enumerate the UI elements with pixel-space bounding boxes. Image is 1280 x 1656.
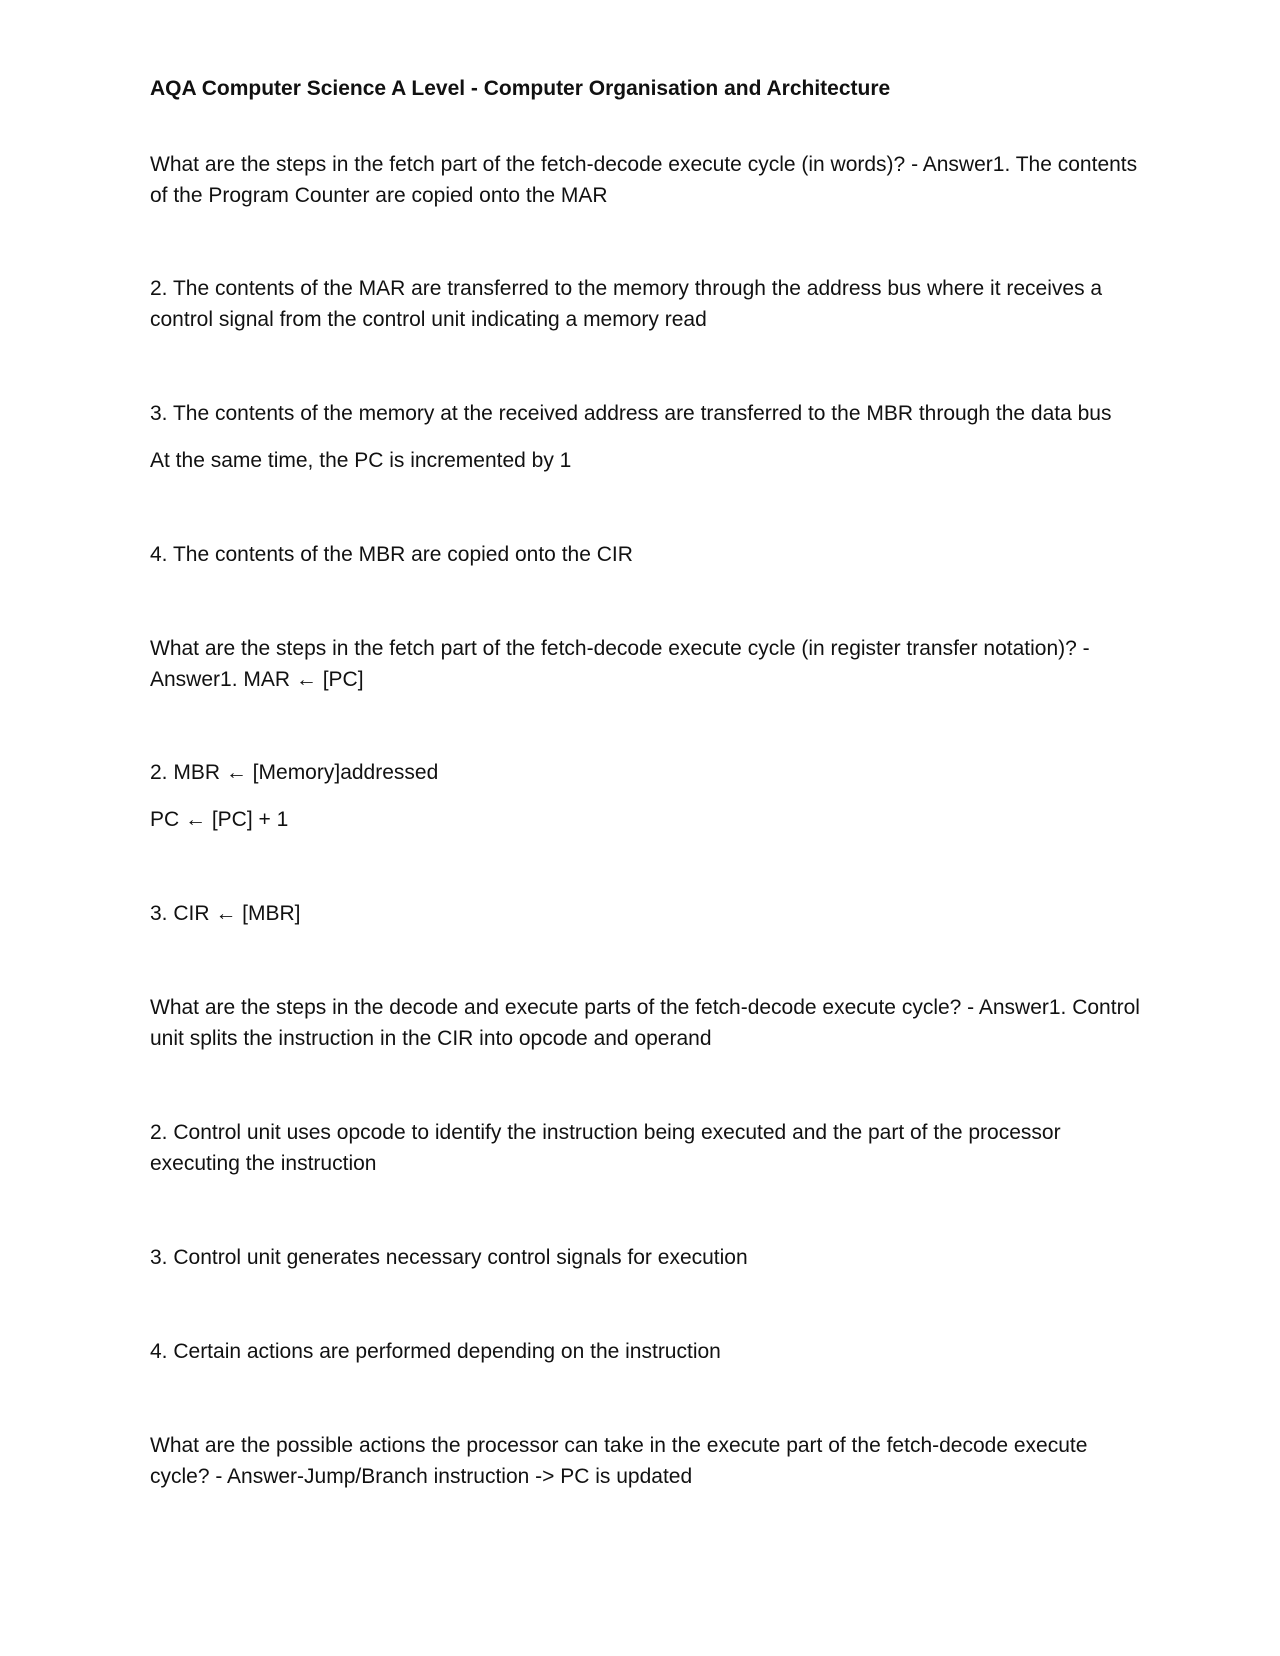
paragraph-8: PC ← [PC] + 1 <box>150 808 289 831</box>
paragraph-1: What are the steps in the fetch part of the fetch-decode execute cycle (in words)? - Answer1. The contents of the Program Counter are copied onto the MAR <box>150 153 1138 207</box>
paragraph-7: 2. MBR ← [Memory]addressed <box>150 761 439 784</box>
paragraph-2: 2. The contents of the MAR are transferred to the memory through the address bus where it receives a control signal from the control unit indicating a memory read <box>150 277 1103 331</box>
paragraph-10: What are the steps in the decode and execute parts of the fetch-decode execute cycle? - Answer1. Control unit splits the instruction in the CIR into opcode and operand <box>150 996 1140 1050</box>
paragraph-12: 3. Control unit generates necessary control signals for execution <box>150 1246 748 1269</box>
paragraph-6: What are the steps in the fetch part of the fetch-decode execute cycle (in register transfer notation)? - Answer1. MAR ← [PC] <box>150 637 1090 691</box>
paragraph-11: 2. Control unit uses opcode to identify the instruction being executed and the part of the processor executing the instruction <box>150 1121 1061 1175</box>
paragraph-5: 4. The contents of the MBR are copied onto the CIR <box>150 543 633 566</box>
paragraph-14: What are the possible actions the processor can take in the execute part of the fetch-decode execute cycle? - Answer-Jump/Branch instruction -> PC is updated <box>150 1434 1088 1488</box>
paragraph-13: 4. Certain actions are performed depending on the instruction <box>150 1340 721 1363</box>
document-title: AQA Computer Science A Level - Computer Organisation and Architecture <box>150 77 891 100</box>
paragraph-9: 3. CIR ← [MBR] <box>150 902 301 925</box>
paragraph-3: 3. The contents of the memory at the received address are transferred to the MBR through the data bus <box>150 402 1112 425</box>
paragraph-4: At the same time, the PC is incremented by 1 <box>150 449 572 472</box>
